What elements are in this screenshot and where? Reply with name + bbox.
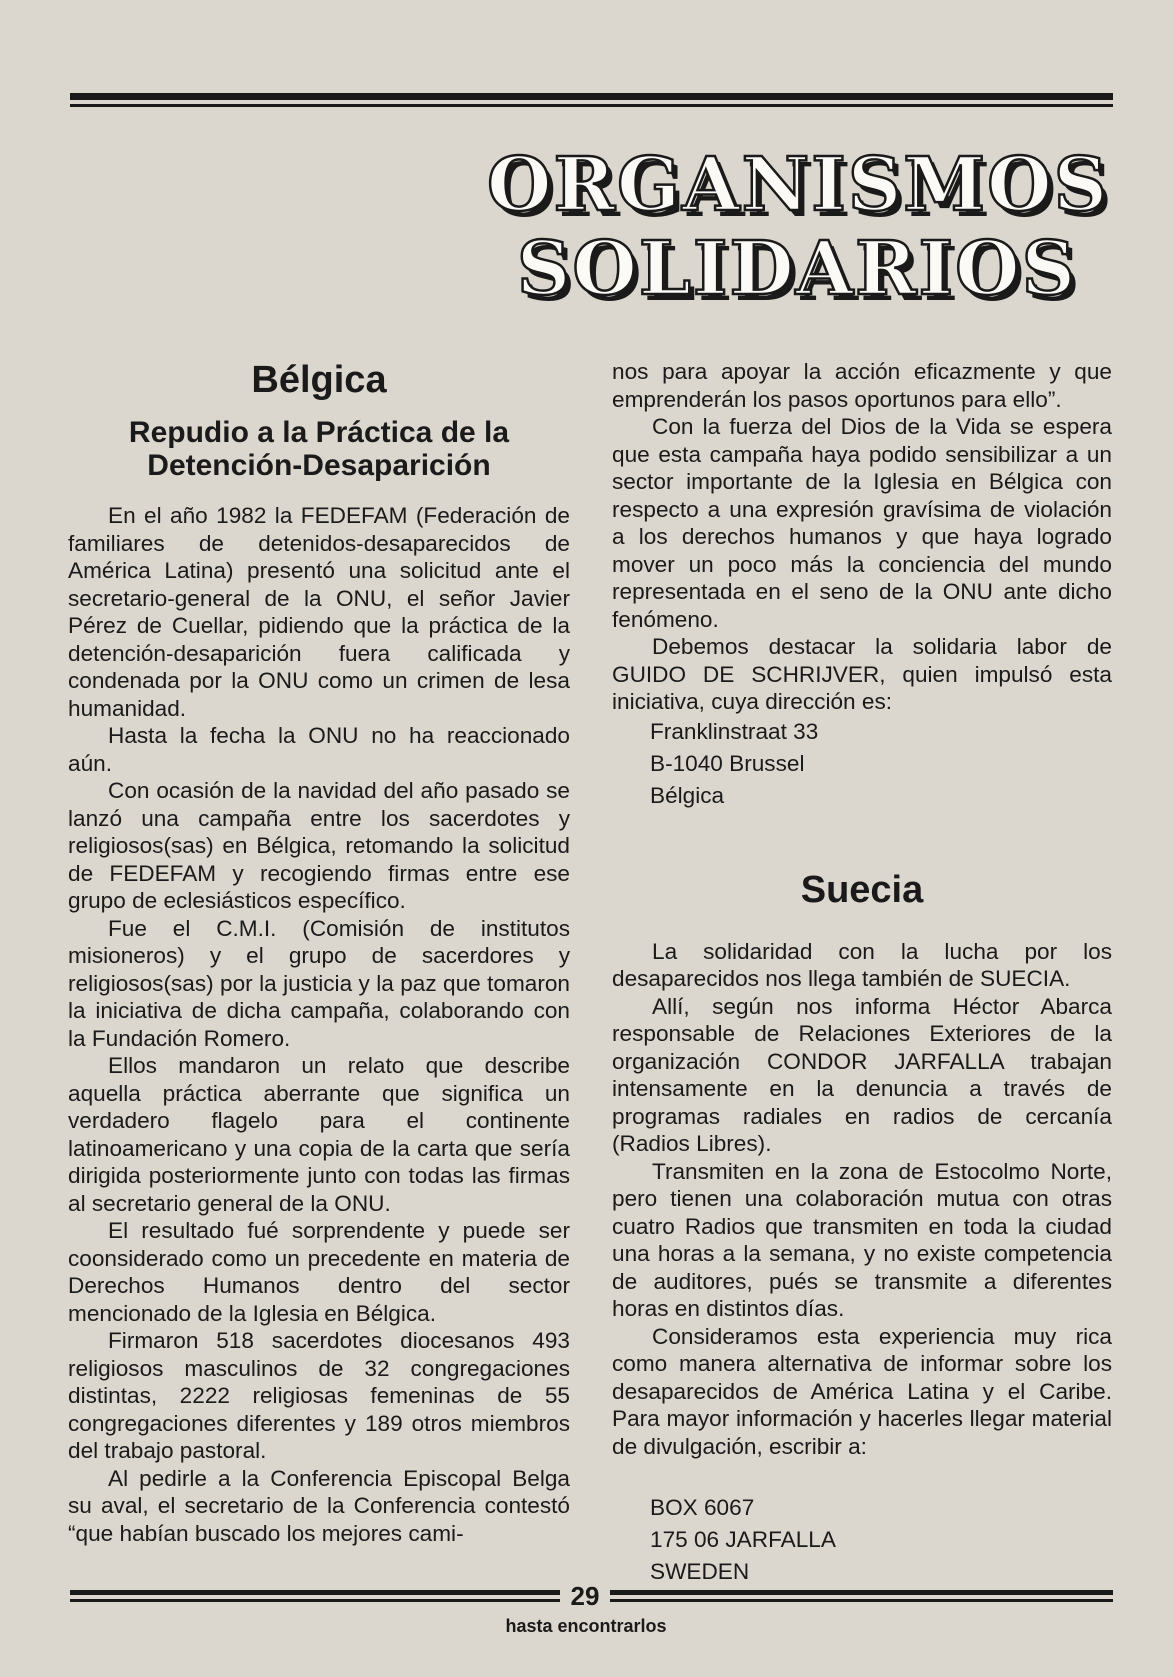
address-suecia (612, 1492, 1112, 1588)
paragraph: Fue el C.M.I. (Comisión de institutos misioneros) y el grupo de sacerdores y religiosos(sas) por la justicia y la paz que tomaron la iniciativa de dicha campaña, colaborando con la Fundación Romero. (68, 915, 570, 1051)
paragraph: En el año 1982 la FEDEFAM (Federación de familiares de detenidos-desaparecidos de América Latina) presentó una solicitud ante el secretario-general de la ONU, el señor Javier Pérez de Cuellar, pidiendo que la práctica de la detención-desaparición fuera calificada y condenada por la ONU como un crimen de lesa humanidad. (68, 503, 570, 721)
paragraph: Hasta la fecha la ONU no ha reaccionado aún. (68, 723, 570, 776)
address-line: SWEDEN (650, 1559, 750, 1584)
paragraph: Firmaron 518 sacerdotes diocesanos 493 religiosos masculinos de 32 congregaciones distintas, 2222 religiosas femeninas de 55 congregaciones diferentes y 189 otros miembros del trabajo pastoral. (68, 1328, 570, 1463)
address-line: BOX 6067 (650, 1495, 755, 1520)
section-heading-suecia: Suecia (800, 868, 924, 911)
paragraph: Con la fuerza del Dios de la Vida se espera que esta campaña haya podido sensibilizar a un sector importante de la Iglesia en Bélgica con respecto a una expresión gravísima de violación a los derechos humanos y que haya logrado mover un poco más la conciencia del mundo representada en el seno de la ONU ante dicho fenómeno. (612, 414, 1112, 632)
address-line: Bélgica (650, 782, 725, 808)
paragraph: Transmiten en la zona de Estocolmo Norte, pero tienen una colaboración mutua con otras cuatro Radios que transmiten en toda la ciudad una horas a la semana, y no existe competencia de auditores, pués se transmite a diferentes horas en distintos días. (612, 1158, 1112, 1321)
headline-line-1: ORGANISMOS (487, 142, 1110, 228)
address-line: 175 06 JARFALLA (650, 1527, 836, 1552)
top-rule-thick (70, 93, 1113, 100)
paragraph: La solidaridad con la lucha por los desaparecidos nos llega también de SUECIA. (612, 938, 1112, 991)
address-belgica (612, 716, 1112, 812)
paragraph: Debemos destacar la solidaria labor de GUIDO DE SCHRIJVER, quien impulsó esta iniciativa, cuya dirección es: (612, 634, 1112, 714)
article-subheading: Repudio a la Práctica de la Detención-Desaparición (128, 416, 510, 482)
page-number: 29 (560, 1582, 610, 1610)
left-column (68, 358, 570, 1547)
paragraph: Con ocasión de la navidad del año pasado se lanzó una campaña entre los sacerdotes y religiosos(sas) en Bélgica, retomando la solicitud de FEDEFAM y recogiendo firmas entre ese grupo de eclesiásticos específico. (68, 778, 570, 913)
paragraph: Ellos mandaron un relato que describe aquella práctica aberrante que significa un verdadero flagelo para el continente latinoamericano y una copia de la carta que sería dirigida posteriormente junto con todas las firmas al secretario general de la ONU. (68, 1053, 570, 1216)
paragraph: Al pedirle a la Conferencia Episcopal Belga su aval, el secretario de la Conferencia contestó “que habían buscado los mejores cami- (68, 1465, 570, 1546)
paragraph: El resultado fué sorprendente y puede ser coonsiderado como un precedente en materia de Derechos Humanos dentro del sector mencionado de la Iglesia en Bélgica. (68, 1218, 570, 1326)
right-column (612, 358, 1112, 1588)
publication-name: hasta encontrarlos (505, 1616, 667, 1636)
section-heading-belgica: Bélgica (251, 359, 387, 401)
paragraph-continuation: nos para apoyar la acción eficazmente y que emprenderán los pasos oportunos para ello”. (612, 359, 1112, 412)
address-line: Franklinstraat 33 (650, 718, 819, 744)
headline-line-2: SOLIDARIOS (516, 226, 1078, 312)
top-rule-thin (70, 104, 1113, 107)
paragraph: Consideramos esta experiencia muy rica como manera alternativa de informar sobre los desaparecidos de América Latina y el Caribe. Para mayor información y hacerles llegar material de divulgación, escribir a: (612, 1323, 1112, 1459)
address-line: B-1040 Brussel (650, 750, 805, 776)
paragraph: Allí, según nos informa Héctor Abarca responsable de Relaciones Exteriores de la organización CONDOR JARFALLA trabajan intensamente en la denuncia a través de programas radiales en radios de cercanía (Radios Libres). (612, 993, 1112, 1156)
